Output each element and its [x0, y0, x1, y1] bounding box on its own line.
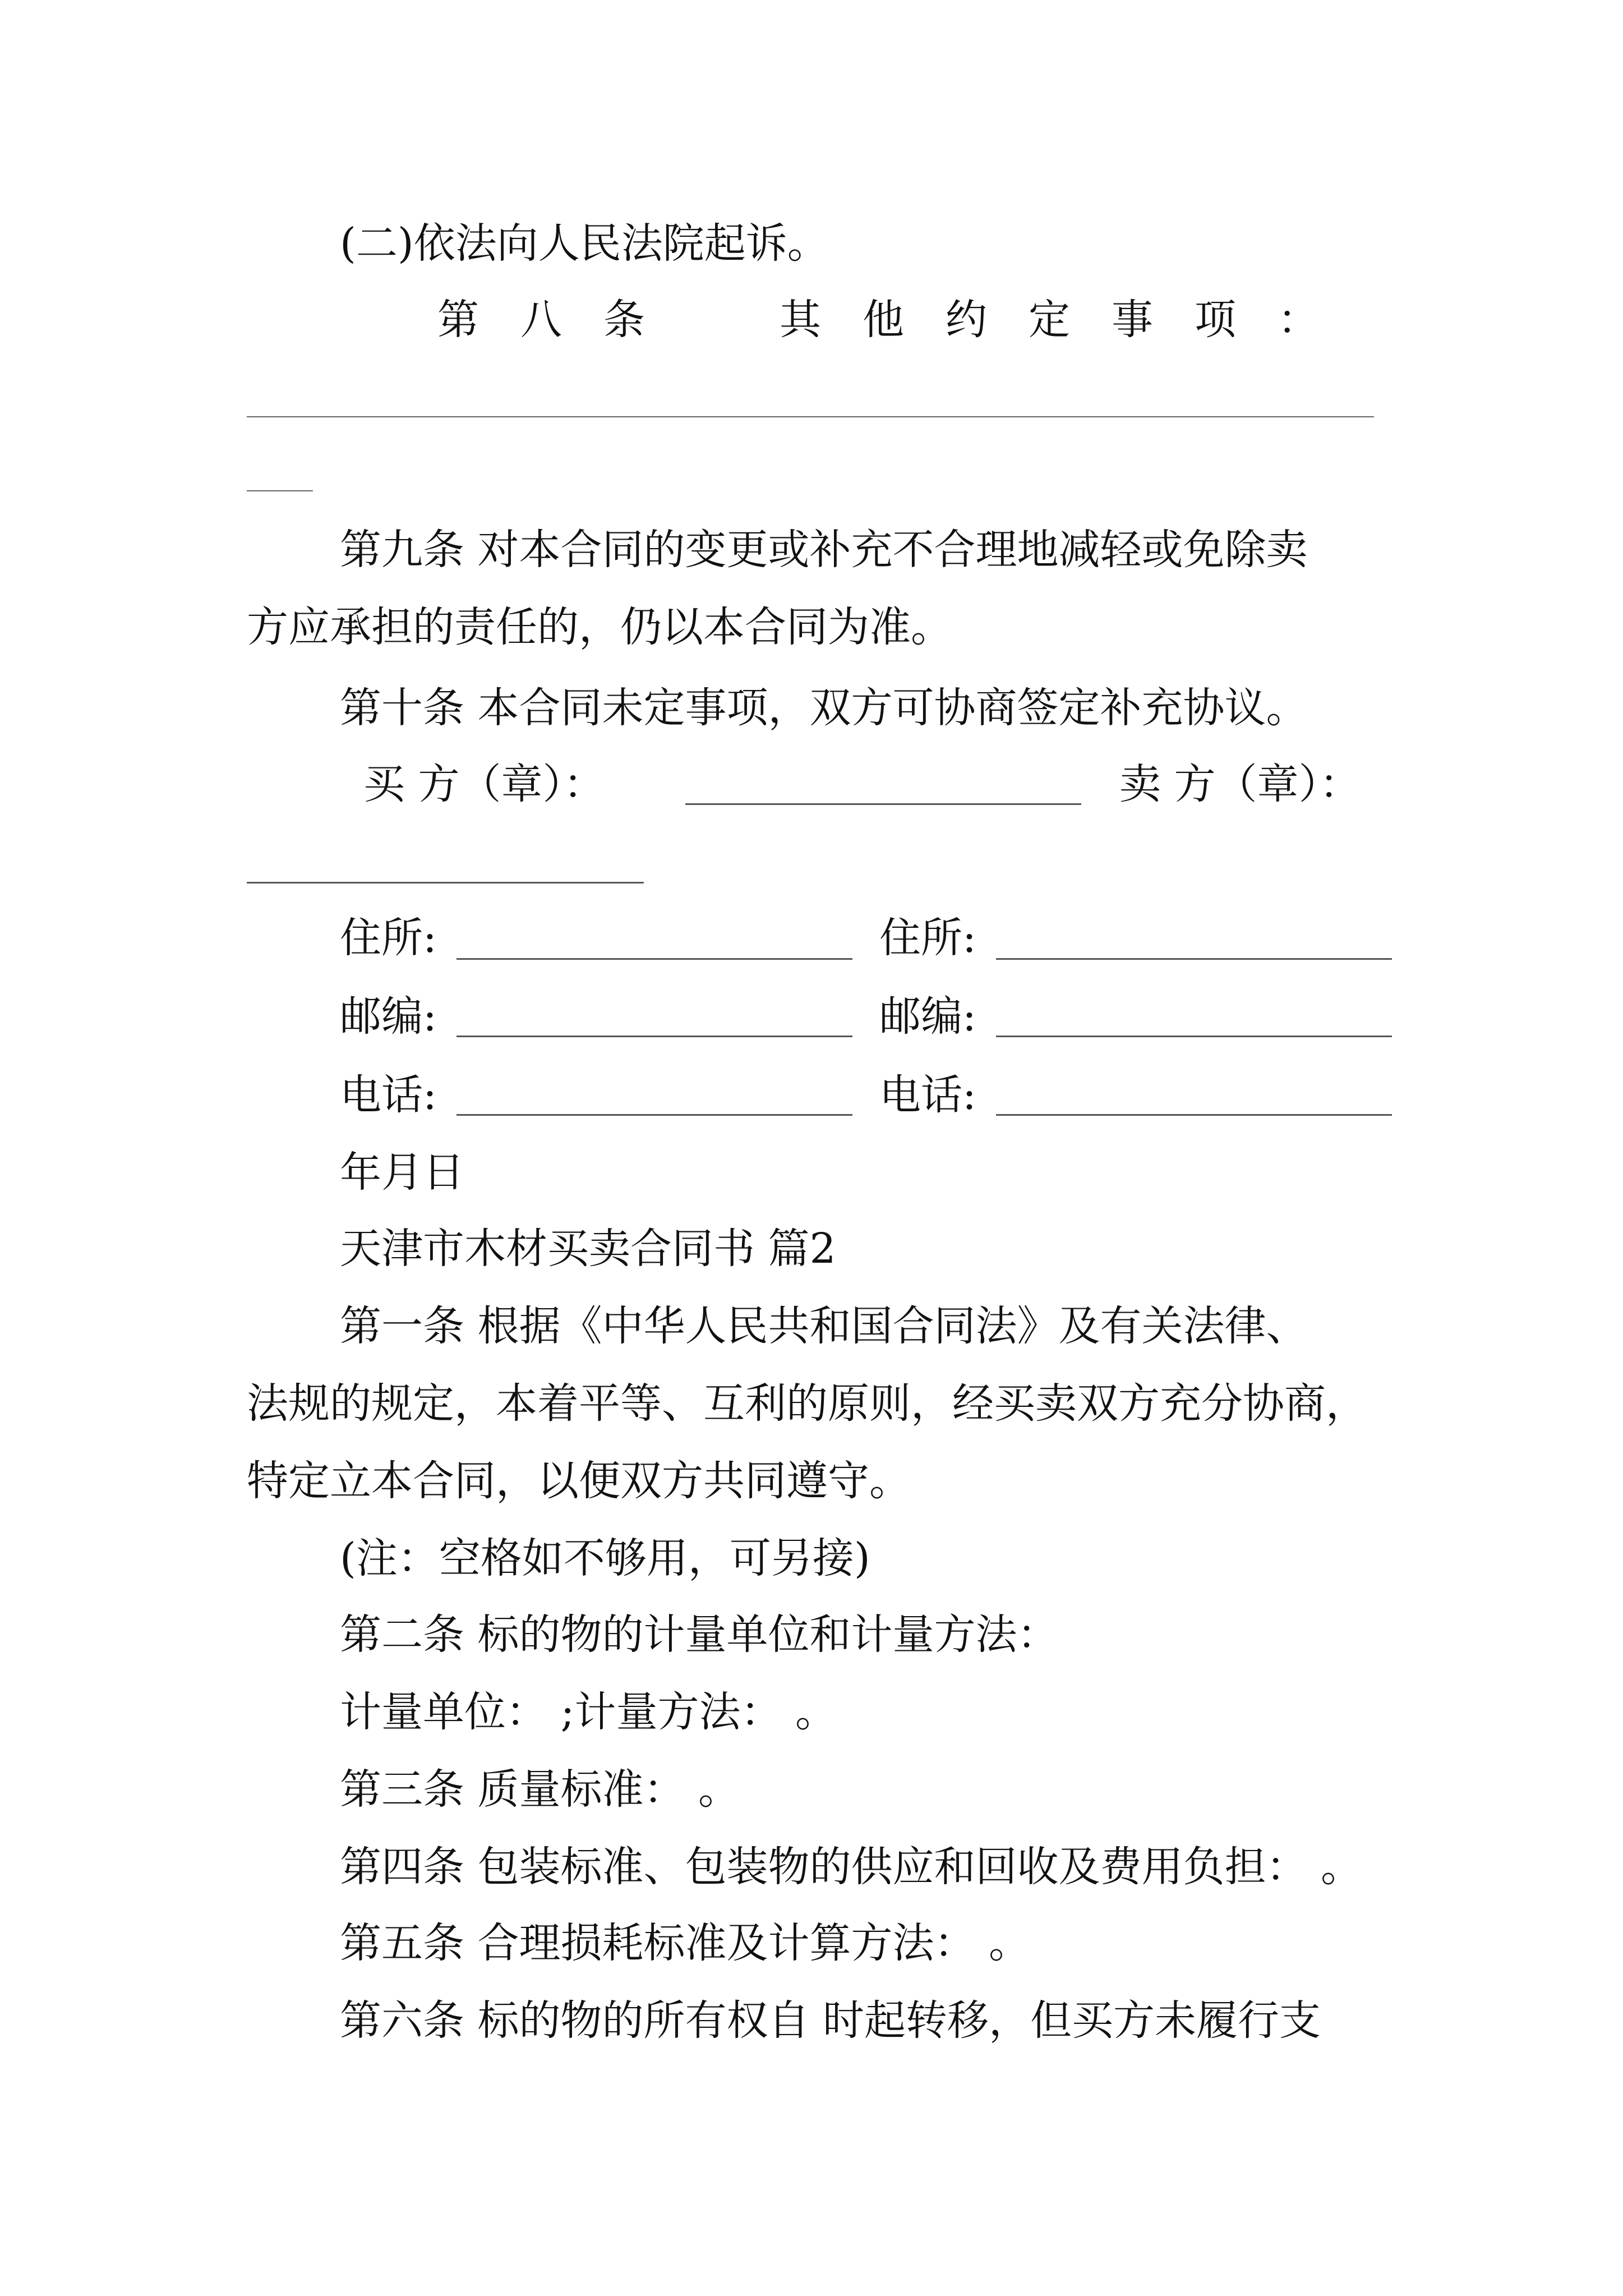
buyer-postcode-blank	[457, 1036, 852, 1037]
article-10: 第十条 本合同未定事项，双方可协商签定补充协议。	[340, 684, 1308, 732]
seller-address-blank	[996, 958, 1392, 960]
seller-address-label: 住所:	[879, 914, 976, 962]
seller-seal-label: 卖 方（章）：	[1119, 760, 1361, 808]
article-1-line-3: 特定立本合同，以便双方共同遵守。	[247, 1457, 911, 1505]
article-2: 第二条 标的物的计量单位和计量方法：	[340, 1611, 1059, 1659]
note-line: (注：空格如不够用，可另接)	[340, 1534, 870, 1582]
buyer-postcode-label: 邮编:	[340, 992, 437, 1041]
date-line: 年月日	[340, 1148, 464, 1197]
article-2-detail: 计量单位： ;计量方法： 。	[340, 1688, 837, 1736]
buyer-phone-blank	[457, 1114, 852, 1116]
seller-phone-blank	[996, 1114, 1392, 1116]
buyer-address-label: 住所:	[340, 914, 437, 962]
article-3: 第三条 质量标准： 。	[340, 1765, 740, 1814]
blank-line-continuation	[247, 490, 313, 491]
article-1-line-1: 第一条 根据《中华人民共和国合同法》及有关法律、	[340, 1302, 1308, 1350]
seller-postcode-label: 邮编:	[879, 992, 976, 1041]
article-6: 第六条 标的物的所有权自 时起转移，但买方未履行支	[340, 1996, 1321, 2045]
seller-postcode-blank	[996, 1036, 1392, 1037]
buyer-address-blank	[457, 958, 852, 960]
seller-seal-blank	[247, 882, 644, 884]
buyer-seal-label: 买 方（章）：	[363, 760, 605, 808]
buyer-seal-blank	[685, 803, 1081, 805]
article-4: 第四条 包装标准、包装物的供应和回收及费用负担： 。	[340, 1843, 1363, 1891]
article-5: 第五条 合理损耗标准及计算方法： 。	[340, 1919, 1031, 1967]
article-8-label: 第 八 条	[437, 296, 645, 344]
seller-phone-label: 电话:	[879, 1071, 976, 1119]
article-9-line-1: 第九条 对本合同的变更或补充不合理地减轻或免除卖	[340, 526, 1308, 574]
buyer-phone-label: 电话:	[340, 1071, 437, 1119]
article-8-text: 其 他 约 定 事 项 ：	[780, 296, 1319, 344]
blank-line-other-matters	[247, 416, 1374, 417]
article-9-line-2: 方应承担的责任的，仍以本合同为准。	[247, 603, 952, 651]
article-1-line-2: 法规的规定，本着平等、互利的原则，经买卖双方充分协商，	[247, 1379, 1367, 1428]
section-title-part-2: 天津市木材买卖合同书 篇2	[340, 1225, 836, 1273]
paragraph-lawsuit: (二)依法向人民法院起诉。	[340, 219, 829, 268]
